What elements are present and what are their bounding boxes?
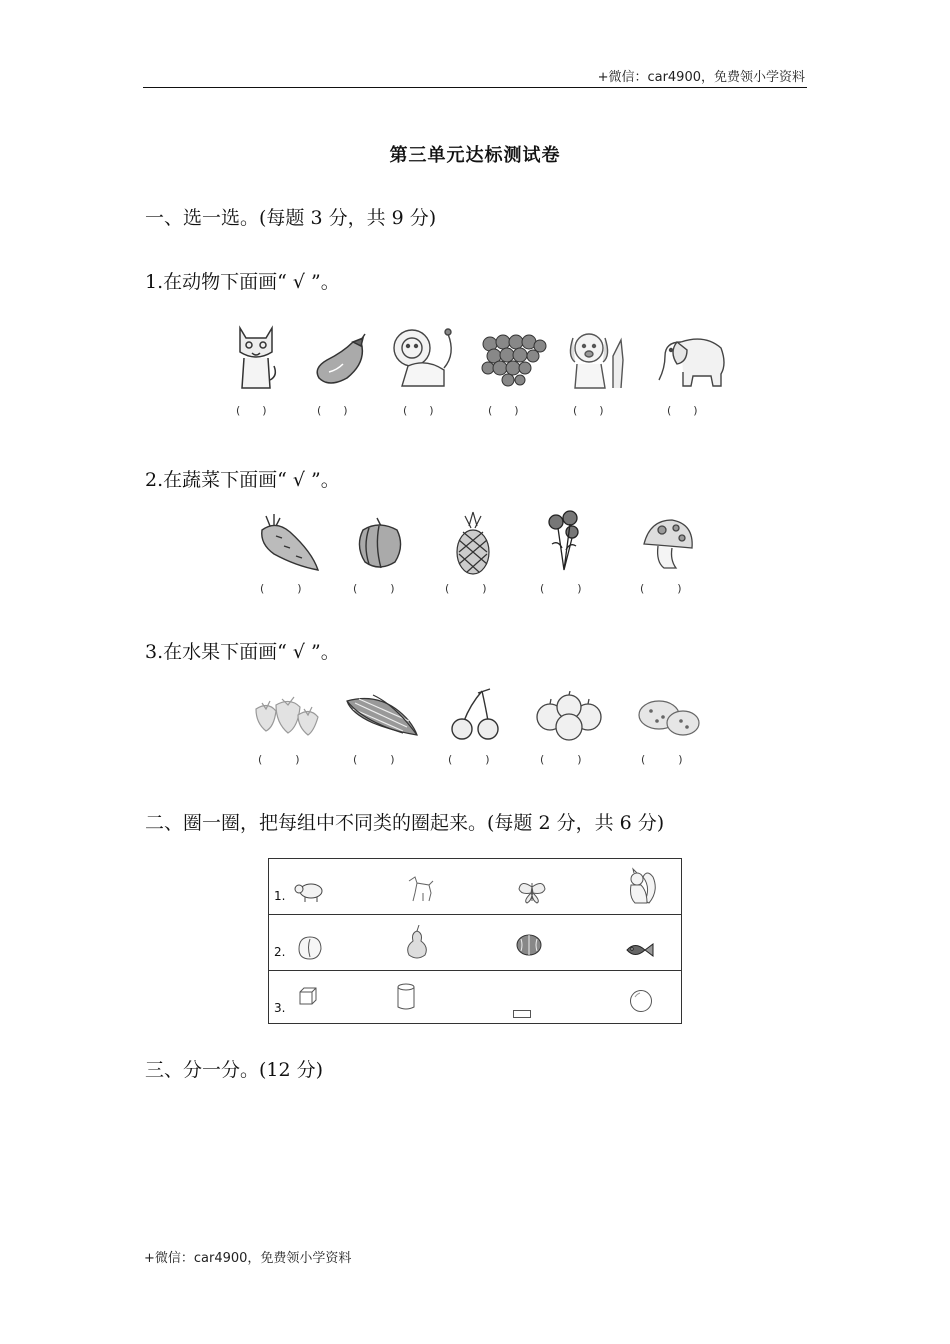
peach-icon[interactable] bbox=[297, 933, 323, 965]
cherries-icon bbox=[448, 687, 504, 743]
header-divider bbox=[143, 87, 807, 88]
elephant-icon bbox=[655, 328, 729, 390]
cylinder-icon[interactable] bbox=[397, 983, 415, 1015]
row-label: 1. bbox=[274, 889, 286, 903]
potatoes-icon bbox=[637, 695, 701, 739]
q1-answer-4[interactable]: ( ) bbox=[488, 404, 519, 417]
q3-answer-4[interactable]: ( ) bbox=[540, 753, 582, 766]
squirrel-icon[interactable] bbox=[625, 867, 659, 909]
q1-answer-2[interactable]: ( ) bbox=[317, 404, 348, 417]
section3-heading: 三、分一分。(12 分) bbox=[145, 1059, 324, 1081]
butterfly-icon[interactable] bbox=[517, 879, 547, 909]
pear-icon[interactable] bbox=[405, 925, 429, 965]
lion-icon bbox=[390, 324, 460, 390]
section1-heading: 一、选一选。(每题 3 分，共 9 分) bbox=[145, 207, 437, 229]
row-label: 2. bbox=[274, 945, 286, 959]
cube-icon[interactable] bbox=[299, 987, 317, 1009]
row-label: 3. bbox=[274, 1001, 286, 1015]
footer-note: +微信：car4900，免费领小学资料 bbox=[144, 1251, 352, 1266]
q2-picture-row bbox=[0, 510, 950, 595]
classification-table bbox=[268, 858, 682, 1024]
q1-answer-6[interactable]: ( ) bbox=[667, 404, 698, 417]
table-row bbox=[269, 915, 681, 971]
q3-answer-3[interactable]: ( ) bbox=[448, 753, 490, 766]
q2-answer-3[interactable]: ( ) bbox=[445, 582, 487, 595]
rectangle-block-icon[interactable] bbox=[513, 1003, 531, 1022]
fish-icon[interactable] bbox=[625, 941, 655, 963]
cat-icon bbox=[232, 322, 280, 394]
table-row bbox=[269, 971, 681, 1026]
sheep-icon[interactable] bbox=[293, 879, 325, 907]
grapes-icon bbox=[478, 330, 548, 390]
q3-picture-row bbox=[0, 685, 950, 765]
q2-answer-4[interactable]: ( ) bbox=[540, 582, 582, 595]
header-note: +微信：car4900，免费领小学资料 bbox=[597, 70, 805, 85]
flower-bouquet-icon bbox=[544, 510, 584, 574]
q1-picture-row bbox=[0, 320, 950, 417]
ball-icon[interactable] bbox=[629, 989, 653, 1017]
q3-answer-5[interactable]: ( ) bbox=[641, 753, 683, 766]
corn-icon bbox=[343, 687, 421, 739]
q3-answer-2[interactable]: ( ) bbox=[353, 753, 395, 766]
mushroom-icon bbox=[640, 516, 696, 572]
q3-answer-1[interactable]: ( ) bbox=[258, 753, 300, 766]
page-title: 第三单元达标测试卷 bbox=[389, 145, 561, 166]
apples-icon bbox=[534, 691, 604, 741]
q2-answer-5[interactable]: ( ) bbox=[640, 582, 682, 595]
dog-icon bbox=[565, 326, 631, 392]
section2-heading: 二、圈一圈，把每组中不同类的圈起来。(每题 2 分，共 6 分) bbox=[145, 812, 665, 834]
q1-answer-3[interactable]: ( ) bbox=[403, 404, 434, 417]
eggplant-icon bbox=[311, 332, 369, 388]
table-row bbox=[269, 859, 681, 915]
q1-prompt: 1.在动物下面画“ √ ”。 bbox=[145, 271, 340, 293]
q3-prompt: 3.在水果下面画“ √ ”。 bbox=[145, 641, 340, 663]
bell-pepper-icon bbox=[355, 516, 405, 570]
q2-answer-1[interactable]: ( ) bbox=[260, 582, 302, 595]
q2-prompt: 2.在蔬菜下面画“ √ ”。 bbox=[145, 469, 340, 491]
q1-answer-5[interactable]: ( ) bbox=[573, 404, 604, 417]
watermelon-icon[interactable] bbox=[515, 933, 543, 961]
pineapple-icon bbox=[453, 510, 493, 576]
strawberries-icon bbox=[252, 695, 322, 737]
q1-answer-1[interactable]: ( ) bbox=[236, 404, 267, 417]
carrot-icon bbox=[256, 514, 322, 572]
horse-icon[interactable] bbox=[405, 873, 435, 907]
q2-answer-2[interactable]: ( ) bbox=[353, 582, 395, 595]
